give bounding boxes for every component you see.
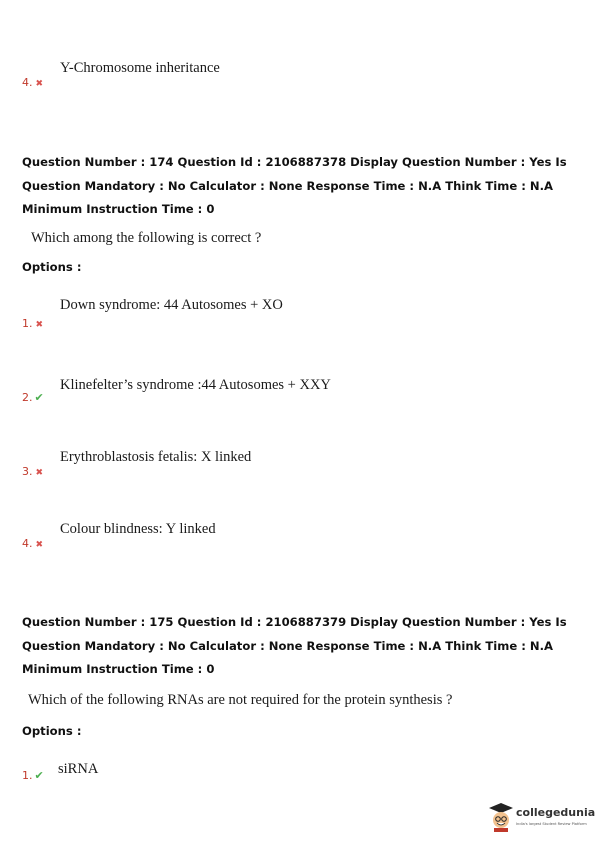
question-174-options-label: Options :: [22, 260, 82, 274]
wrong-icon: ✖: [35, 79, 44, 89]
q174-option-4-text: Colour blindness: Y linked: [60, 521, 216, 537]
wrong-icon: ✖: [35, 468, 44, 478]
question-174-text: Which among the following is correct ?: [31, 230, 262, 246]
q175-option-1-number: [22, 769, 44, 782]
q174-option-2-number: [22, 391, 44, 404]
q174-option-2-text: Klinefelter’s syndrome :44 Autosomes + XXY: [60, 377, 331, 393]
option-number: 4.: [22, 76, 33, 89]
collegedunia-logo: [488, 800, 593, 836]
wrong-icon: ✖: [35, 540, 44, 550]
option-number: 1.: [22, 317, 33, 330]
logo-tagline: India's largest Student Review Platform: [516, 822, 587, 826]
check-icon: ✔: [34, 769, 44, 782]
question-175-options-label: Options :: [22, 724, 82, 738]
question-175-meta: Question Number : 175 Question Id : 2106887379 Display Question Number : Yes Is Question Mandatory : No Calculator : None Response Time : N.A Think Time : N.A Minimum Instruction Time : 0: [22, 615, 567, 676]
question-175-text: Which of the following RNAs are not required for the protein synthesis ?: [28, 692, 453, 708]
question-174-meta: Question Number : 174 Question Id : 2106887378 Display Question Number : Yes Is Question Mandatory : No Calculator : None Response Time : N.A Think Time : N.A Minimum Instruction Time : 0: [22, 155, 567, 216]
q174-option-3-number: [22, 465, 43, 478]
option-number: 2.: [22, 391, 33, 404]
option-number: 3.: [22, 465, 33, 478]
prev-option-4-number: [22, 76, 43, 89]
wrong-icon: ✖: [35, 320, 44, 330]
check-icon: ✔: [34, 391, 44, 404]
q174-option-4-number: [22, 537, 43, 550]
q174-option-3-text: Erythroblastosis fetalis: X linked: [60, 449, 252, 465]
prev-option-4-text: Y-Chromosome inheritance: [60, 60, 220, 76]
mascot-icon: [488, 802, 514, 832]
option-number: 4.: [22, 537, 33, 550]
option-number: 1.: [22, 769, 33, 782]
q174-option-1-number: [22, 317, 43, 330]
logo-brand: collegedunia: [516, 806, 595, 819]
q175-option-1-text: siRNA: [58, 761, 99, 777]
q174-option-1-text: Down syndrome: 44 Autosomes + XO: [60, 297, 283, 313]
